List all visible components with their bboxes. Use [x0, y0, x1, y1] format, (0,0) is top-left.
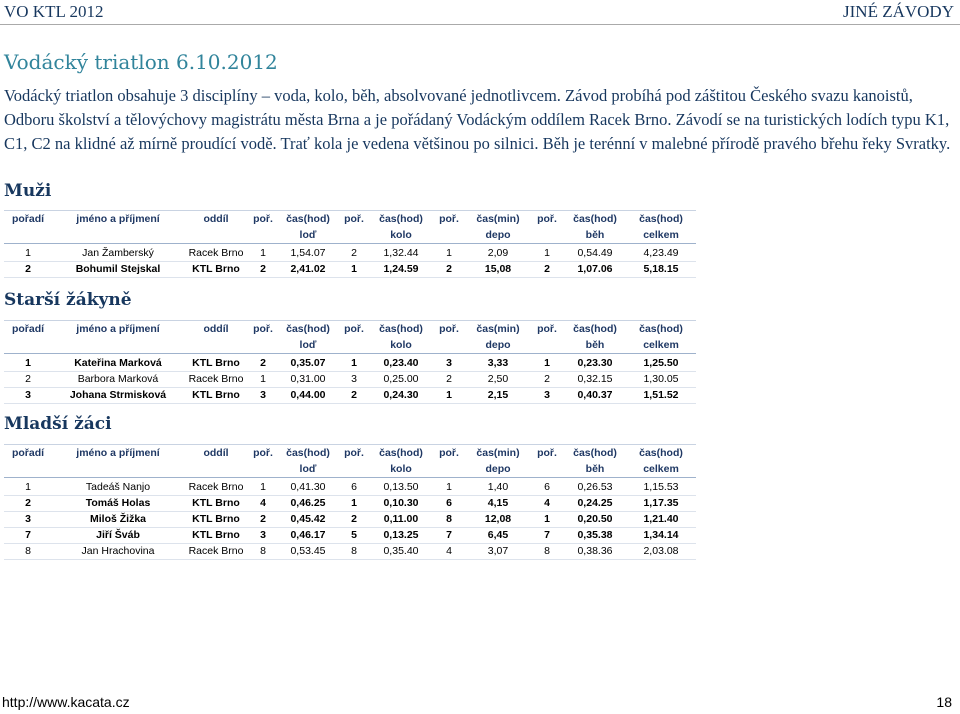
- table-cell: 1: [4, 478, 52, 496]
- column-header: pořadí: [4, 321, 52, 338]
- column-header: čas(min): [466, 211, 530, 228]
- table-cell: 1: [4, 354, 52, 372]
- column-header: oddíl: [184, 321, 248, 338]
- column-header: [248, 227, 278, 244]
- column-header: čas(hod): [370, 211, 432, 228]
- table-cell: 4,23.49: [626, 244, 696, 262]
- column-header: čas(hod): [278, 321, 338, 338]
- table-cell: 3: [4, 388, 52, 404]
- table-cell: 0,26.53: [564, 478, 626, 496]
- table-cell: KTL Brno: [184, 354, 248, 372]
- column-header: celkem: [626, 227, 696, 244]
- column-header: loď: [278, 227, 338, 244]
- column-header: poř.: [432, 211, 466, 228]
- column-header: depo: [466, 461, 530, 478]
- table-cell: Racek Brno: [184, 478, 248, 496]
- section-title-muzi: Muži: [4, 181, 52, 201]
- table-cell: 0,23.30: [564, 354, 626, 372]
- column-header: jméno a příjmení: [52, 321, 184, 338]
- table-cell: 1,54.07: [278, 244, 338, 262]
- column-header: čas(hod): [370, 321, 432, 338]
- table-cell: 1: [248, 244, 278, 262]
- table-cell: 1: [338, 354, 370, 372]
- column-header: oddíl: [184, 445, 248, 462]
- header-right-text: JINÉ ZÁVODY: [843, 2, 954, 21]
- footer-page-number: 18: [936, 694, 952, 710]
- column-header: pořadí: [4, 211, 52, 228]
- table-cell: 2: [4, 372, 52, 388]
- table-cell: Racek Brno: [184, 372, 248, 388]
- column-header: jméno a příjmení: [52, 445, 184, 462]
- column-header: čas(hod): [626, 211, 696, 228]
- column-header: čas(hod): [564, 211, 626, 228]
- table-cell: 0,10.30: [370, 496, 432, 512]
- table-cell: 0,23.40: [370, 354, 432, 372]
- table-cell: 1,30.05: [626, 372, 696, 388]
- table-cell: 1: [338, 496, 370, 512]
- table-cell: 0,45.42: [278, 512, 338, 528]
- table-cell: 1,25.50: [626, 354, 696, 372]
- table-cell: Jan Žamberský: [52, 244, 184, 262]
- column-header: [52, 461, 184, 478]
- table-cell: KTL Brno: [184, 528, 248, 544]
- table-cell: 1: [530, 354, 564, 372]
- table-cell: 0,53.45: [278, 544, 338, 560]
- table-cell: 6: [432, 496, 466, 512]
- table-cell: 7: [432, 528, 466, 544]
- table-cell: 0,13.25: [370, 528, 432, 544]
- column-header: kolo: [370, 337, 432, 354]
- table-cell: 3,33: [466, 354, 530, 372]
- column-header: poř.: [432, 321, 466, 338]
- column-header: celkem: [626, 461, 696, 478]
- table-cell: 4: [530, 496, 564, 512]
- table-cell: 1,51.52: [626, 388, 696, 404]
- table-cell: KTL Brno: [184, 512, 248, 528]
- column-header: celkem: [626, 337, 696, 354]
- table-cell: Jan Hrachovina: [52, 544, 184, 560]
- table-header-row: [4, 321, 696, 338]
- table-cell: 3,07: [466, 544, 530, 560]
- table-cell: 0,35.38: [564, 528, 626, 544]
- table-header-row: [4, 461, 696, 478]
- column-header: čas(hod): [564, 321, 626, 338]
- table-cell: 2: [4, 496, 52, 512]
- table-cell: 6,45: [466, 528, 530, 544]
- table-cell: 7: [530, 528, 564, 544]
- table-row: [4, 244, 696, 262]
- table-cell: 3: [248, 388, 278, 404]
- table-header-row: [4, 445, 696, 462]
- table-cell: 6: [530, 478, 564, 496]
- table-cell: 3: [338, 372, 370, 388]
- table-cell: KTL Brno: [184, 262, 248, 278]
- column-header: [432, 227, 466, 244]
- table-cell: 1,17.35: [626, 496, 696, 512]
- table-cell: 2: [338, 244, 370, 262]
- table-cell: Racek Brno: [184, 544, 248, 560]
- table-cell: Racek Brno: [184, 244, 248, 262]
- table-cell: 1,15.53: [626, 478, 696, 496]
- column-header: depo: [466, 337, 530, 354]
- column-header: poř.: [530, 445, 564, 462]
- table-cell: 5,18.15: [626, 262, 696, 278]
- table-cell: 3: [432, 354, 466, 372]
- table-header-row: [4, 211, 696, 228]
- table-cell: 12,08: [466, 512, 530, 528]
- table-cell: Miloš Žižka: [52, 512, 184, 528]
- table-header-row: [4, 337, 696, 354]
- column-header: poř.: [248, 211, 278, 228]
- table-cell: 1,34.14: [626, 528, 696, 544]
- column-header: [432, 461, 466, 478]
- table-cell: 8: [432, 512, 466, 528]
- table-row: [4, 544, 696, 560]
- table-cell: 1: [4, 244, 52, 262]
- section-title-mladsi-zaci: Mladší žáci: [4, 414, 112, 434]
- table-cell: 0,24.30: [370, 388, 432, 404]
- table-cell: 0,54.49: [564, 244, 626, 262]
- table-cell: 8: [248, 544, 278, 560]
- table-cell: 15,08: [466, 262, 530, 278]
- table-cell: 1: [248, 372, 278, 388]
- table-cell: 8: [530, 544, 564, 560]
- table-cell: 2: [338, 512, 370, 528]
- table-cell: 7: [4, 528, 52, 544]
- results-table: [4, 444, 696, 560]
- table-cell: 3: [530, 388, 564, 404]
- column-header: [4, 227, 52, 244]
- column-header: [530, 227, 564, 244]
- table-cell: 0,40.37: [564, 388, 626, 404]
- table-cell: 1: [248, 478, 278, 496]
- table-cell: Barbora Marková: [52, 372, 184, 388]
- column-header: poř.: [432, 445, 466, 462]
- table-cell: 0,25.00: [370, 372, 432, 388]
- column-header: loď: [278, 337, 338, 354]
- table-cell: 8: [4, 544, 52, 560]
- table-cell: 1,21.40: [626, 512, 696, 528]
- table-cell: 0,38.36: [564, 544, 626, 560]
- table-cell: 5: [338, 528, 370, 544]
- table-cell: Jiří Šváb: [52, 528, 184, 544]
- column-header: čas(hod): [564, 445, 626, 462]
- table-cell: 2: [248, 512, 278, 528]
- column-header: jméno a příjmení: [52, 211, 184, 228]
- table-cell: Kateřina Marková: [52, 354, 184, 372]
- footer-url: http://www.kacata.cz: [2, 694, 130, 710]
- table-cell: 1: [432, 244, 466, 262]
- table-cell: 2: [530, 262, 564, 278]
- column-header: poř.: [530, 321, 564, 338]
- table-cell: Bohumil Stejskal: [52, 262, 184, 278]
- column-header: čas(hod): [278, 445, 338, 462]
- table-cell: 0,41.30: [278, 478, 338, 496]
- table-cell: 1: [530, 244, 564, 262]
- table-cell: 1: [530, 512, 564, 528]
- table-cell: 0,46.25: [278, 496, 338, 512]
- column-header: [432, 337, 466, 354]
- table-cell: 0,35.40: [370, 544, 432, 560]
- table-cell: KTL Brno: [184, 388, 248, 404]
- table-row: [4, 496, 696, 512]
- column-header: [4, 337, 52, 354]
- column-header: poř.: [530, 211, 564, 228]
- table-cell: 1,32.44: [370, 244, 432, 262]
- table-row: [4, 512, 696, 528]
- table-cell: 2: [338, 388, 370, 404]
- column-header: [338, 461, 370, 478]
- column-header: [248, 337, 278, 354]
- table-cell: 4: [248, 496, 278, 512]
- table-cell: 1,07.06: [564, 262, 626, 278]
- table-cell: 1: [338, 262, 370, 278]
- table-header-row: [4, 227, 696, 244]
- column-header: [338, 337, 370, 354]
- table-cell: 0,20.50: [564, 512, 626, 528]
- table-cell: 0,35.07: [278, 354, 338, 372]
- table-cell: 0,24.25: [564, 496, 626, 512]
- column-header: [530, 461, 564, 478]
- table-cell: 2: [530, 372, 564, 388]
- column-header: čas(hod): [626, 321, 696, 338]
- column-header: poř.: [338, 211, 370, 228]
- column-header: čas(min): [466, 321, 530, 338]
- column-header: čas(hod): [370, 445, 432, 462]
- column-header: loď: [278, 461, 338, 478]
- column-header: běh: [564, 227, 626, 244]
- table-row: [4, 528, 696, 544]
- table-cell: Johana Strmisková: [52, 388, 184, 404]
- table-cell: Tomáš Holas: [52, 496, 184, 512]
- table-cell: 2: [432, 372, 466, 388]
- table-row: [4, 372, 696, 388]
- table-row: [4, 388, 696, 404]
- column-header: poř.: [248, 321, 278, 338]
- column-header: [184, 227, 248, 244]
- table-cell: 2: [4, 262, 52, 278]
- table-cell: 1: [432, 388, 466, 404]
- column-header: [52, 227, 184, 244]
- table-cell: 0,46.17: [278, 528, 338, 544]
- table-cell: 0,44.00: [278, 388, 338, 404]
- column-header: [184, 461, 248, 478]
- table-row: [4, 354, 696, 372]
- table-row: [4, 478, 696, 496]
- column-header: oddíl: [184, 211, 248, 228]
- column-header: běh: [564, 337, 626, 354]
- table-cell: 6: [338, 478, 370, 496]
- column-header: běh: [564, 461, 626, 478]
- table-cell: 0,11.00: [370, 512, 432, 528]
- table-cell: 2,50: [466, 372, 530, 388]
- column-header: [338, 227, 370, 244]
- column-header: [184, 337, 248, 354]
- column-header: čas(hod): [626, 445, 696, 462]
- table-cell: 2: [248, 262, 278, 278]
- table-cell: 2,09: [466, 244, 530, 262]
- table-cell: 2,15: [466, 388, 530, 404]
- column-header: poř.: [338, 445, 370, 462]
- intro-paragraph: Vodácký triatlon obsahuje 3 disciplíny – voda, kolo, běh, absolvované jednotlivcem. Závod probíhá pod záštitou Českého svazu kanoistů, Odboru školství a tělovýchovy magistrátu města Brna a je pořádaný Vodáckým oddílem Racek Brno. Závodí se na turistických lodích typu K1, C1, C2 na klidné až mírně proudící vodě. Trať kola je vedena většinou po silnici. Běh je terénní v malebné přírodě pravého břehu řeky Svratky.: [4, 86, 951, 153]
- table-cell: 2,03.08: [626, 544, 696, 560]
- table-cell: 3: [248, 528, 278, 544]
- table-cell: 0,31.00: [278, 372, 338, 388]
- table-cell: 1,24.59: [370, 262, 432, 278]
- column-header: poř.: [248, 445, 278, 462]
- column-header: čas(hod): [278, 211, 338, 228]
- column-header: čas(min): [466, 445, 530, 462]
- column-header: depo: [466, 227, 530, 244]
- table-cell: Tadeáš Nanjo: [52, 478, 184, 496]
- table-cell: 4: [432, 544, 466, 560]
- column-header: [248, 461, 278, 478]
- table-cell: 3: [4, 512, 52, 528]
- column-header: pořadí: [4, 445, 52, 462]
- column-header: [530, 337, 564, 354]
- page-title: Vodácký triatlon 6.10.2012: [4, 50, 278, 74]
- table-cell: 8: [338, 544, 370, 560]
- results-table: [4, 320, 696, 404]
- column-header: [52, 337, 184, 354]
- table-cell: KTL Brno: [184, 496, 248, 512]
- table-cell: 2,41.02: [278, 262, 338, 278]
- table-cell: 2: [248, 354, 278, 372]
- table-cell: 0,32.15: [564, 372, 626, 388]
- column-header: poř.: [338, 321, 370, 338]
- table-cell: 0,13.50: [370, 478, 432, 496]
- header-left-text: VO KTL 2012: [4, 2, 104, 21]
- table-cell: 4,15: [466, 496, 530, 512]
- results-table: [4, 210, 696, 278]
- table-row: [4, 262, 696, 278]
- table-cell: 1,40: [466, 478, 530, 496]
- column-header: kolo: [370, 227, 432, 244]
- column-header: kolo: [370, 461, 432, 478]
- section-title-starsi-zakyne: Starší žákyně: [4, 290, 132, 310]
- table-cell: 1: [432, 478, 466, 496]
- table-cell: 2: [432, 262, 466, 278]
- column-header: [4, 461, 52, 478]
- page-header: [0, 0, 960, 25]
